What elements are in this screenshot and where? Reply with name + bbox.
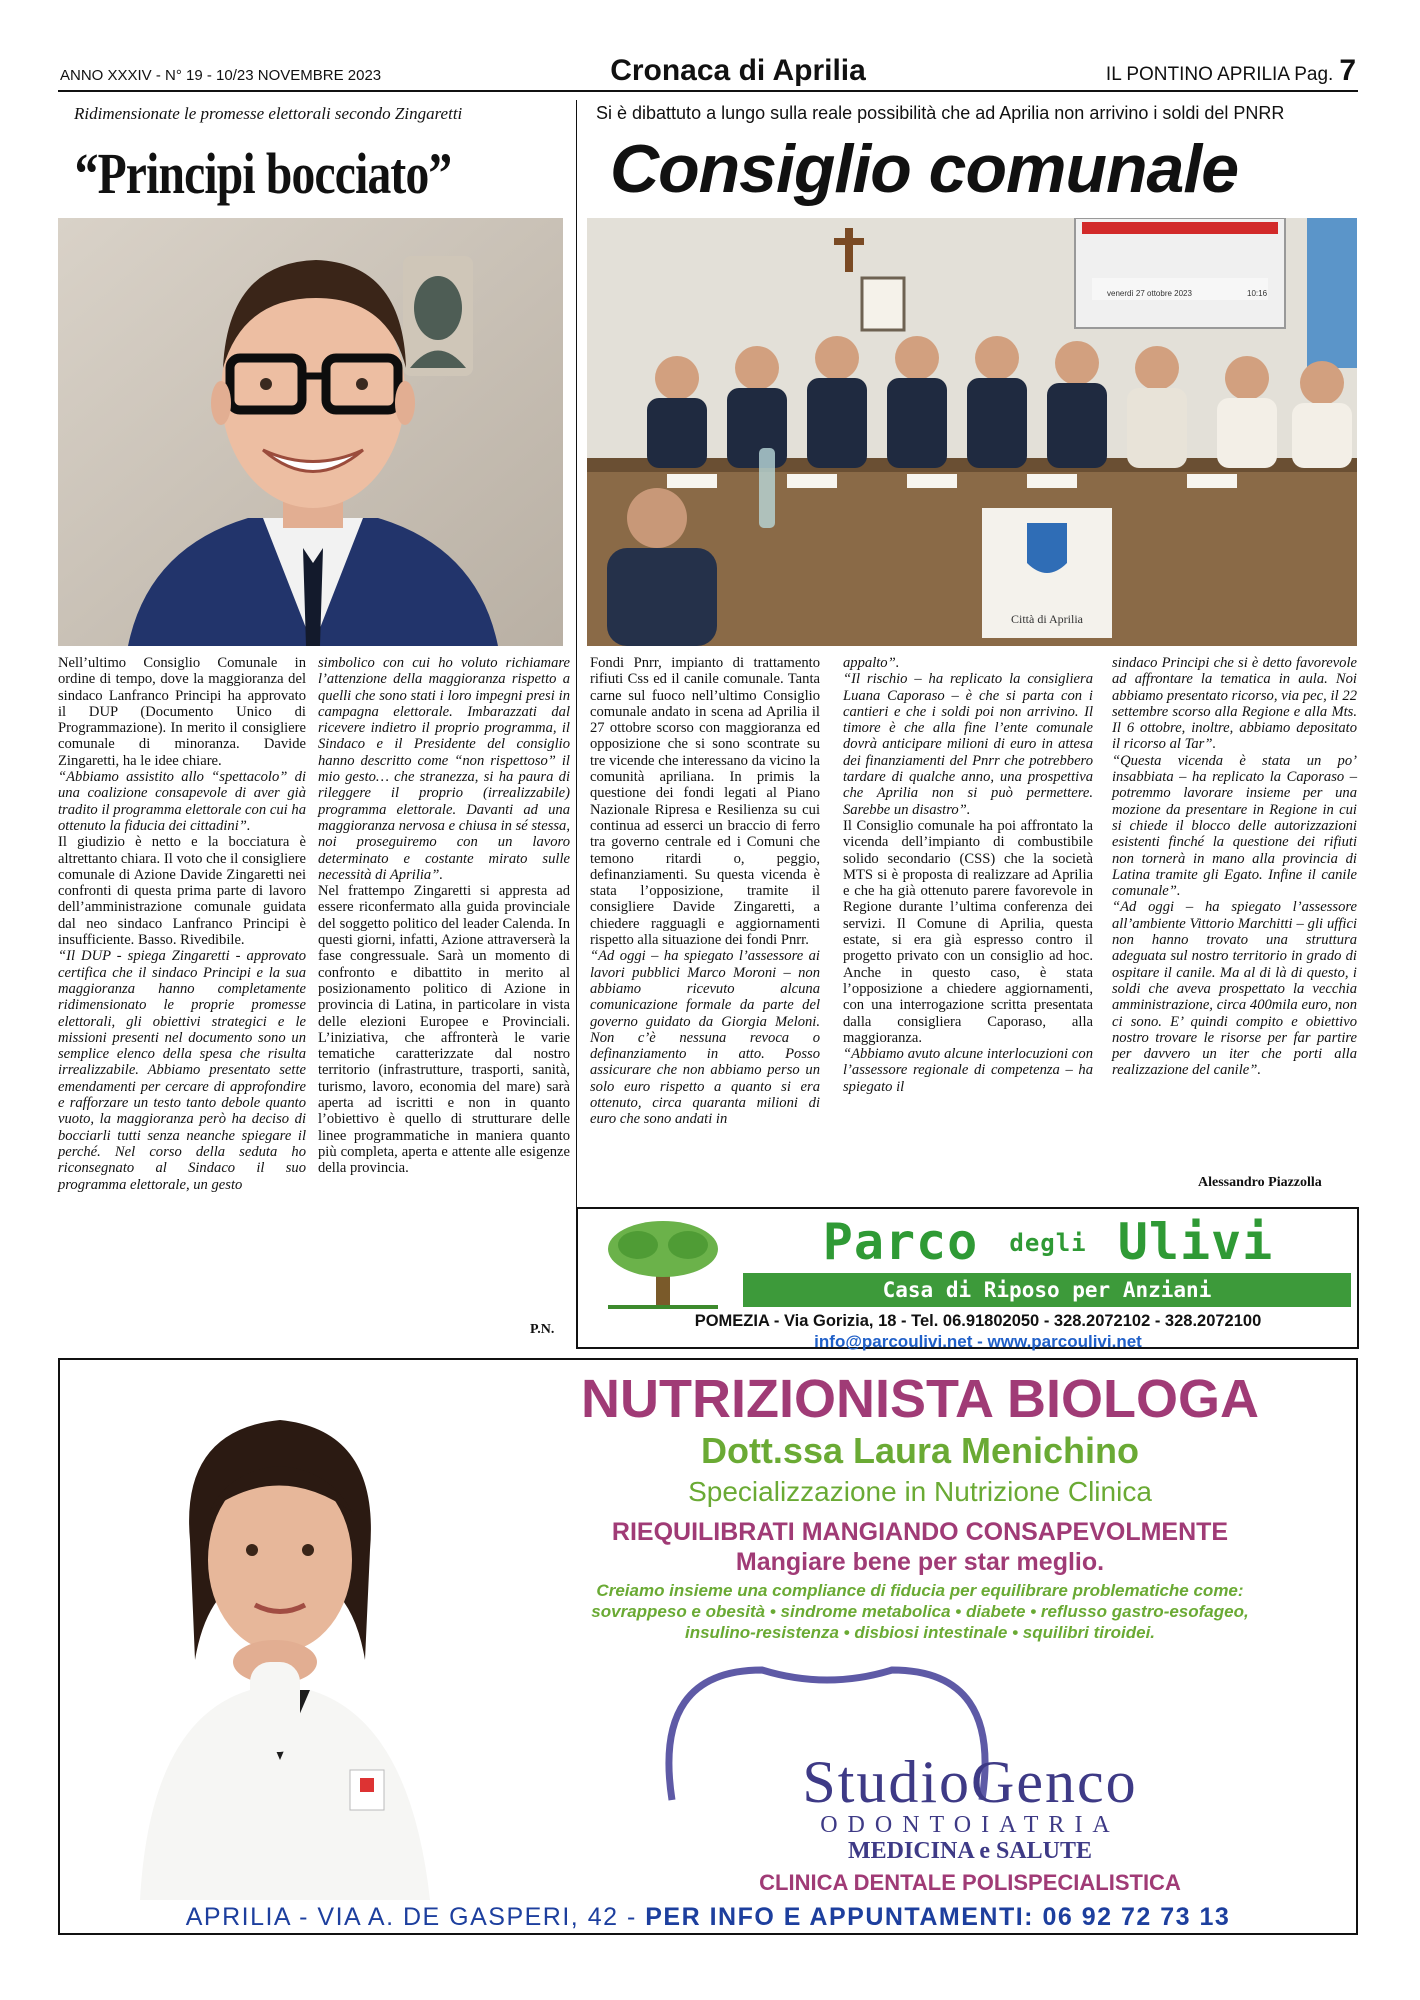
footer-address: APRILIA - VIA A. DE GASPERI, 42 -: [185, 1903, 646, 1931]
parco-address: POMEZIA - Via Gorizia, 18 - Tel. 06.91802050 - 328.2072102 - 328.2072100: [694, 1312, 1262, 1330]
nutrizionista-ad[interactable]: [58, 1358, 1358, 1935]
nutri-body: [500, 1580, 1340, 1643]
nutri-name: Dott.ssa Laura Menichino: [700, 1430, 1140, 1471]
council-illustration: [587, 218, 1357, 646]
paragraph: “Abbiamo avuto alcune interlocuzioni con l’assessore regionale di competenza – ha spiegato il: [843, 1046, 1093, 1095]
issue-info: ANNO XXXIV - N° 19 - 10/23 NOVEMBRE 2023: [60, 67, 382, 84]
page-number: 7: [1339, 54, 1356, 87]
right-headline: Consiglio comunale: [610, 131, 1239, 207]
nutri-body-line: insulino-resistenza • disbiosi intestinale • squilibri tiroidei.: [684, 1623, 1156, 1642]
paragraph: “Il rischio – ha replicato la consigliera Luana Caporaso – è che si parta con i cantieri e che i soldi poi non arrivino. Il timore è che alla fine l’ente comunale dovrà anticipare milioni di euro in attesa dei finanziamenti del Pnrr che potrebbero tardare di qualche anno, una prospettiva che Aprilia non si può permettere. Sarebbe un disastro”.: [843, 671, 1093, 818]
studio-clinic: CLINICA DENTALE POLISPECIALISTICA: [759, 1870, 1181, 1895]
nutri-subslogan: Mangiare bene per star meglio.: [735, 1548, 1105, 1576]
paragraph: Nel frattempo Zingaretti si appresta ad essere riconfermato alla guida provinciale del soggetto politico del leader Calenda. In questi giorni, infatti, Azione attraverserà la fase congressuale. Sarà un momento di confronto e dibattito in merito al posizionamento politico di Azione in provincia di Latina, in particolare in vista delle elezioni Europee e Provinciali. L’iniziativa, che affronterà le varie tematiche caratterizzate dal nostro territorio (infrastrutture, trasporti, sanità, turismo, lavoro, economia del mare) sarà aperta ad iscritti e non in quanto l’obiettivo è quello di strutturare delle linee programmatiche in maniera quanto più completa, aperta e attente alle esigenze della provincia.: [318, 883, 570, 1177]
right-column-3: [1112, 655, 1357, 1079]
city-sign-text: Città di Aprilia: [1011, 612, 1083, 626]
left-headline: “Principi bocciato”: [74, 141, 452, 206]
paragraph: appalto”.: [843, 655, 900, 671]
column-divider: [576, 100, 577, 1315]
parco-ulivi-ad[interactable]: [576, 1207, 1359, 1349]
paragraph: “Questa vicenda è stata un po’ insabbiata – ha replicato la Caporaso – potremmo lavorare insieme per una mozione da presentare in Regione in cui si chiede il blocco delle autorizzazioni esistenti finché la questione dei rifiuti non tornerà in mano alla provincia di Latina tramite gli Egato. Infine il canile comunale”.: [1112, 752, 1357, 900]
paragraph: Il Consiglio comunale ha poi affrontato la vicenda dell’impianto di combustibile solido secondario (CSS) che la società MTS si è proposta di realizzare ad Aprilia e che ha già ottenuto parere favorevole in Regione durante l’ultima conferenza dei servizi. Il Comune di Aprilia, questa estate, si era già espresso contro il progetto privato con un consiglio ad hoc. Anche in questo caso, è stata l’opposizione a chiedere aggiornamenti, con una interrogazione scritta presentata dalla consigliera Caporaso, alla maggioranza.: [843, 817, 1093, 1046]
nutri-title: NUTRIZIONISTA BIOLOGA: [581, 1369, 1259, 1429]
paragraph: Fondi Pnrr, impianto di trattamento rifiuti Css ed il canile comunale. Tanta carne sul fuoco nell’ultimo Consiglio comunale andato in scena ad Aprilia il 27 ottobre scorso con maggioranza ed opposizione che si sono scontrate su tre vicende che interessano da vicino la comunità apriliana. In primis la questione dei fondi legati al Piano Nazionale Ripresa e Resilienza su cui continua ad esserci un braccio di ferro tra governo centrale ed i Comuni che temono ritardi o, peggio, definanziamenti. Su questa vicenda è stata l’opposizione, tramite il consigliere Davide Zingaretti, a chiedere ragguagli e aggiornamenti rispetto alla situazione dei fondi Pnrr.: [590, 655, 820, 949]
masthead: [58, 54, 1358, 92]
studio-name: StudioGenco: [802, 1749, 1138, 1815]
paper-name: IL PONTINO APRILIA Pag.: [1105, 64, 1334, 85]
screen-time: 10:16: [1247, 289, 1268, 298]
footer-phone[interactable]: PER INFO E APPUNTAMENTI: 06 92 72 73 13: [645, 1903, 1231, 1931]
parco-name-1: Parco: [822, 1213, 979, 1271]
nutri-specialization: Specializzazione in Nutrizione Clinica: [688, 1476, 1152, 1507]
portrait-photo: [58, 218, 563, 646]
olive-tree-icon: [598, 1217, 728, 1311]
left-kicker: Ridimensionate le promesse elettorali secondo Zingaretti: [74, 104, 463, 123]
paragraph: Il giudizio è netto e la bocciatura è altrettanto chiara. Il voto che il consigliere comunale di Azione Davide Zingaretti nei confronti di questa prima parte di lavoro dell’amministrazione comunale guidata dal neo sindaco Lanfranco Principi è insufficiente. Basso. Rivedibile.: [58, 834, 306, 949]
portrait-illustration: [58, 218, 563, 646]
parco-name-2: degli: [1009, 1229, 1087, 1257]
studio-subtitle: ODONTOIATRIA: [820, 1812, 1120, 1838]
screen-date: venerdì 27 ottobre 2023: [1107, 289, 1192, 298]
paragraph: sindaco Principi che si è detto favorevole ad affrontare la tematica in aula. Noi abbiamo presentato ricorso, via pec, il 22 settembre scorso alla Regione e alla Mts. Il 6 ottobre, inoltre, abbiamo depositato il ricorso al Tar”.: [1112, 655, 1357, 753]
left-signature: P.N.: [530, 1322, 555, 1337]
parco-title: [748, 1213, 1348, 1271]
right-column-1: [590, 655, 820, 1128]
paragraph: “Ad oggi – ha spiegato l’assessore all’ambiente Vittorio Marchitti – gli uffici non hanno trovato una struttura adeguata sul nostro territorio in grado di ospitare il canile. Ma al di là di questo, i soldi che aveva prospettato la vecchia amministrazione, circa 400mila euro, non ci sono. E’ quindi compito e obiettivo nostro trovare le risorse per far partire per davvero un iter che porti alla realizzazione del canile”.: [1112, 899, 1357, 1079]
nutri-body-line: Creiamo insieme una compliance di fiducia per equilibrare problematiche come:: [596, 1581, 1244, 1600]
left-column-2: [318, 655, 570, 1177]
council-photo: [587, 218, 1357, 646]
right-column-2: [843, 655, 1093, 1095]
left-column-1: [58, 655, 306, 1193]
right-signature: Alessandro Piazzolla: [1198, 1175, 1322, 1190]
parco-web-link[interactable]: info@parcoulivi.net - www.parcoulivi.net: [814, 1332, 1142, 1351]
section-title: Cronaca di Aprilia: [610, 54, 866, 87]
parco-name-3: Ulivi: [1117, 1213, 1274, 1271]
page-label: [1106, 54, 1356, 88]
paragraph: Nell’ultimo Consiglio Comunale in ordine di tempo, dove la maggioranza del sindaco Lanfranco Principi ha approvato il DUP (Documento Unico di Programmazione). In merito il consigliere comunale di minoranza. Davide Zingaretti, ha le idee chiare.: [58, 655, 306, 769]
paragraph: “Ad oggi – ha spiegato l’assessore ai lavori pubblici Marco Moroni – non abbiamo ricevuto alcuna comunicazione formale da parte del governo guidato da Giorgia Meloni. Non c’è nessuna revoca o definanziamento in atto. Posso assicurare che non abbiamo perso un solo euro rispetto a quanto si era ottenuto, circa quaranta milioni di euro che sono andati in: [590, 948, 820, 1128]
paragraph: simbolico con cui ho voluto richiamare l’attenzione della maggioranza rispetto a quelli che sono stati i loro impegni presi in campagna elettorale. Imbarazzati dal ricevere indietro il proprio programma, il Sindaco e il Presidente del consiglio hanno descritto come “non rispettoso” il mio gesto… che stranezza, si ha paura di rileggere il proprio (irrealizzabile) programma elettorale. Davanti ad una maggioranza nervosa e chiusa in sé stessa, noi proseguiremo con un lavoro determinato e costante mirato sulle necessità di Aprilia”.: [318, 655, 570, 883]
studio-medicine: MEDICINA e SALUTE: [847, 1838, 1093, 1864]
right-kicker: Si è dibattuto a lungo sulla reale possibilità che ad Aprilia non arrivino i soldi del PNRR: [596, 103, 1285, 123]
paragraph: “Abbiamo assistito allo “spettacolo” di una coalizione consapevole di aver già tradito il programma elettorale con cui ha ottenuto la fiducia dei cittadini”.: [58, 769, 306, 834]
paragraph: “Il DUP - spiega Zingaretti - approvato certifica che il sindaco Principi e la sua maggioranza hanno completamente ridimensionato le proprie promesse elettorali, gli obiettivi strategici e le missioni presenti nel documento sono un semplice elenco della spesa che risulta irrealizzabile. Abbiamo presentato sette emendamenti per cercare di approfondire e rafforzare un testo tanto debole quanto vuoto, la maggioranza però ha deciso di bocciarli tutti senza neanche spiegare il perché. Nel corso della seduta ho riconsegnato al Sindaco il suo programma elettorale, un gesto: [58, 948, 306, 1193]
parco-tagline: Casa di Riposo per Anziani: [743, 1273, 1351, 1307]
nutri-body-line: sovrappeso e obesità • sindrome metabolica • diabete • reflusso gastro-esofageo,: [591, 1602, 1249, 1621]
ad-footer[interactable]: [60, 1900, 1356, 1935]
nutri-slogan: RIEQUILIBRATI MANGIANDO CONSAPEVOLMENTE: [611, 1518, 1229, 1546]
nutritionist-portrait: [100, 1400, 460, 1900]
